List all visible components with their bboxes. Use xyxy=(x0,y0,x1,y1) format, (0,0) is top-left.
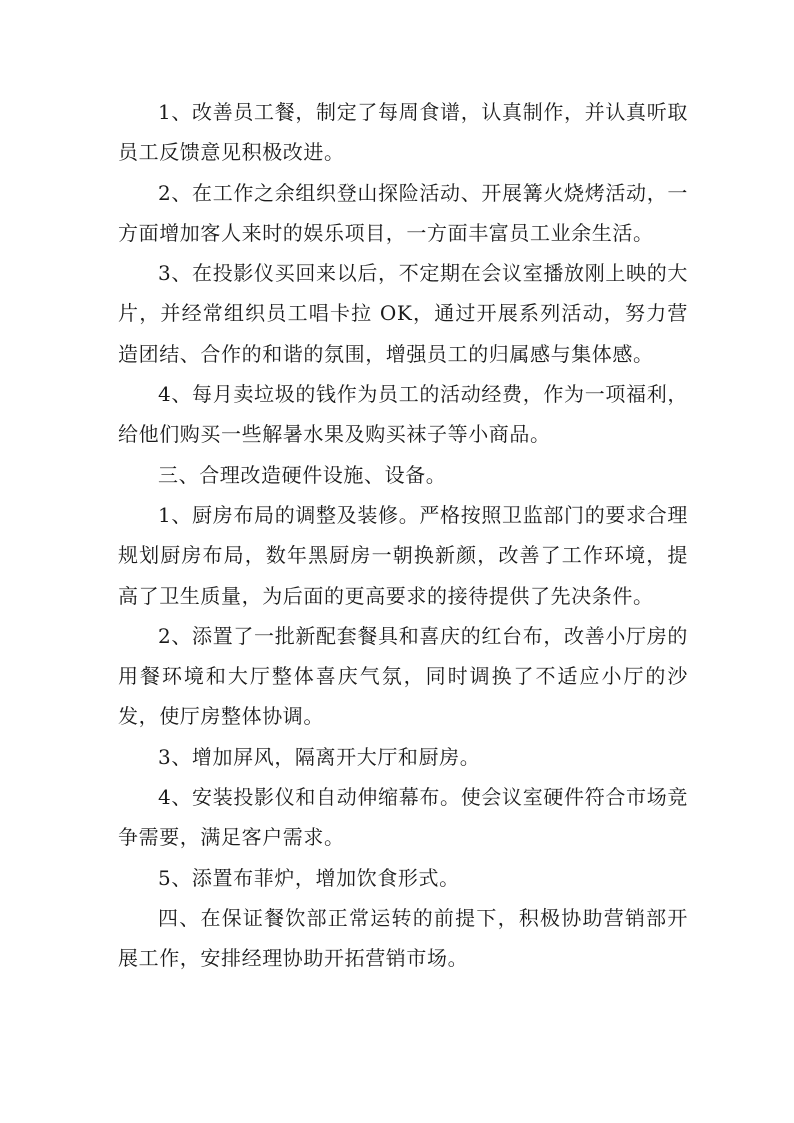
section-heading-marketing: 四、在保证餐饮部正常运转的前提下，积极协助营销部开展工作，安排经理协助开拓营销市场。 xyxy=(118,905,688,971)
paragraph-tableware: 2、添置了一批新配套餐具和喜庆的红台布，改善小厅房的用餐环境和大厅整体喜庆气氛，同时调换了不适应小厅的沙发，使厅房整体协调。 xyxy=(118,623,688,729)
paragraph-screens: 3、增加屏风，隔离开大厅和厨房。 xyxy=(158,744,481,769)
section-heading-hardware: 三、合理改造硬件设施、设备。 xyxy=(158,462,447,487)
paragraph-kitchen-renovation: 1、厨房布局的调整及装修。严格按照卫监部门的要求合理规划厨房布局，数年黑厨房一朝换新颜，改善了工作环境，提高了卫生质量，为后面的更高要求的接待提供了先决条件。 xyxy=(118,502,688,608)
paragraph-projector-install: 4、安装投影仪和自动伸缩幕布。使会议室硬件符合市场竞争需要，满足客户需求。 xyxy=(118,785,688,850)
paragraph-staff-meals: 1、改善员工餐，制定了每周食谱，认真制作，并认真听取员工反馈意见积极改进。 xyxy=(118,100,688,165)
paragraph-outdoor-activities: 2、在工作之余组织登山探险活动、开展篝火烧烤活动，一方面增加客人来时的娱乐项目，一方面丰富员工业余生活。 xyxy=(118,180,688,245)
paragraph-activity-fund: 4、每月卖垃圾的钱作为员工的活动经费，作为一项福利，给他们购买一些解暑水果及购买袜子等小商品。 xyxy=(118,382,688,447)
paragraph-projector-events: 3、在投影仪买回来以后，不定期在会议室播放刚上映的大片，并经常组织员工唱卡拉 OK，通过开展系列活动，努力营造团结、合作的和谐的氛围，增强员工的归属感与集体感。 xyxy=(118,261,688,366)
document-body xyxy=(118,92,688,979)
paragraph-buffet-stove: 5、添置布菲炉，增加饮食形式。 xyxy=(158,865,460,890)
